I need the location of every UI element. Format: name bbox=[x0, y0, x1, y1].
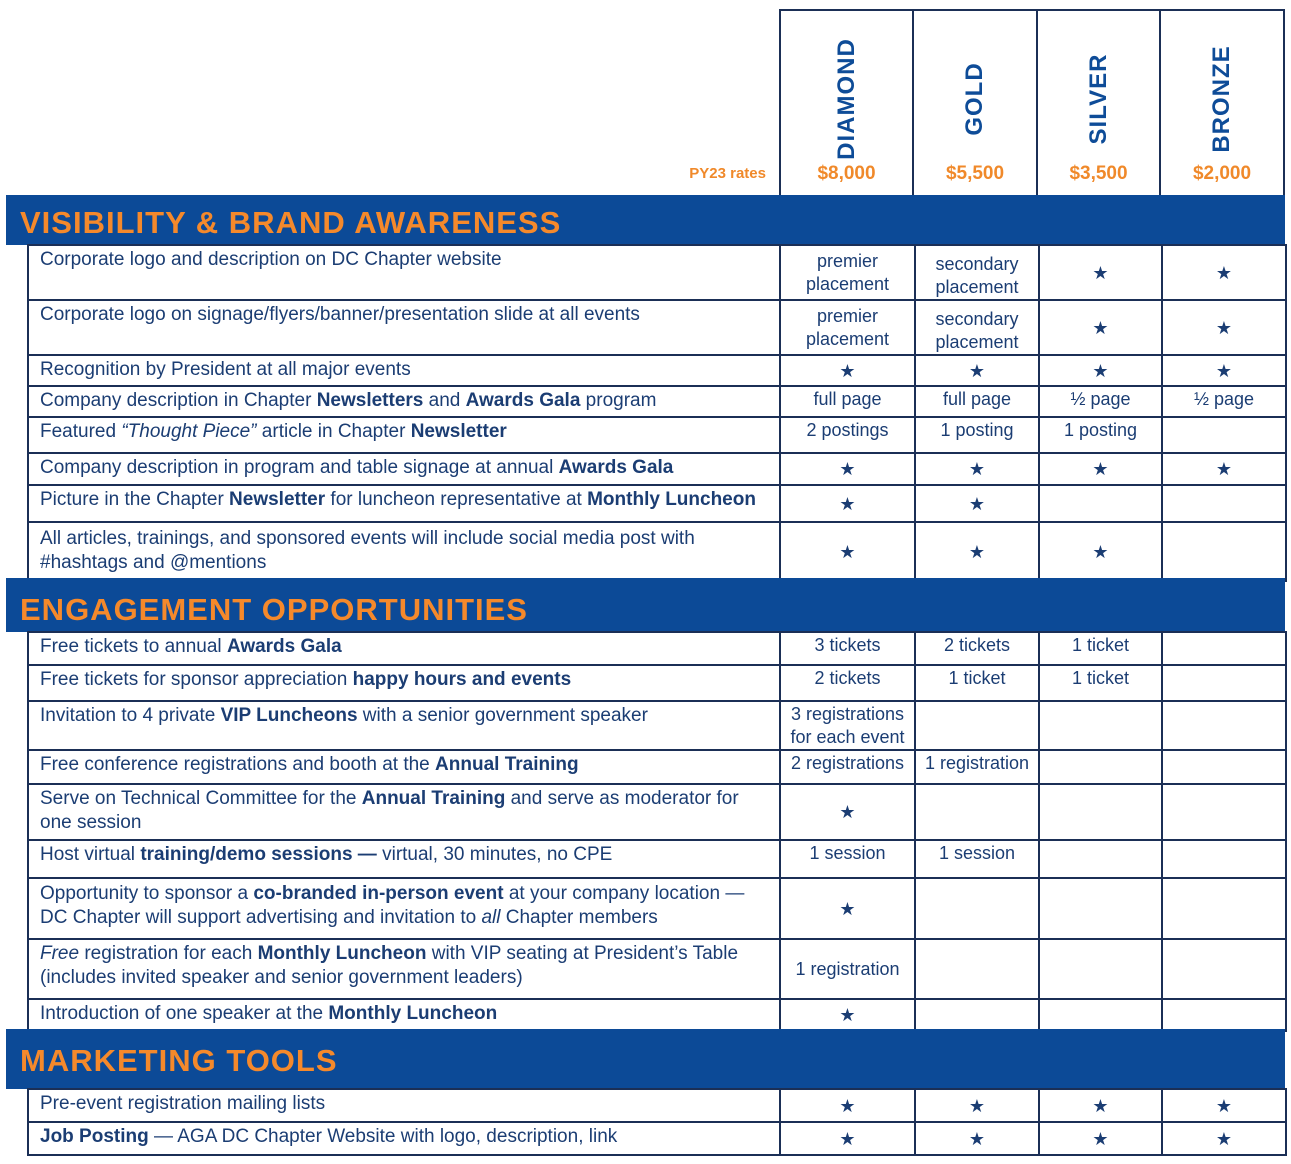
star-icon: ★ bbox=[1039, 453, 1162, 485]
feature-cell: Introduction of one speaker at the Monthly Luncheon bbox=[28, 999, 780, 1031]
value-cell: 1 posting bbox=[915, 417, 1039, 453]
value-cell: ½ page bbox=[1162, 386, 1286, 417]
tier-name-bronze: BRONZE bbox=[1208, 45, 1235, 153]
table-row bbox=[28, 417, 1286, 453]
table-row bbox=[28, 878, 1286, 939]
py23-rates-label: PY23 rates bbox=[689, 165, 766, 182]
engagement-table bbox=[27, 631, 1287, 1032]
value-cell bbox=[1039, 999, 1162, 1031]
value-cell: full page bbox=[780, 386, 915, 417]
tier-name-diamond: DIAMOND bbox=[832, 38, 860, 160]
section-title: VISIBILITY & BRAND AWARENESS bbox=[20, 205, 562, 240]
value-cell bbox=[1039, 840, 1162, 878]
tier-header-gold bbox=[914, 9, 1038, 195]
value-cell bbox=[1039, 878, 1162, 939]
tier-header-diamond bbox=[779, 9, 914, 195]
value-cell: premier placement bbox=[780, 300, 915, 355]
feature-cell: Invitation to 4 private VIP Luncheons with a senior government speaker bbox=[28, 701, 780, 750]
value-cell: 1 session bbox=[780, 840, 915, 878]
feature-cell: Company description in program and table signage at annual Awards Gala bbox=[28, 453, 780, 485]
section-title: MARKETING TOOLS bbox=[20, 1043, 338, 1078]
value-cell: 2 tickets bbox=[780, 665, 915, 701]
value-cell: 1 session bbox=[915, 840, 1039, 878]
star-icon: ★ bbox=[915, 522, 1039, 581]
tier-rate-bronze: $2,000 bbox=[1192, 163, 1252, 184]
value-cell: 1 ticket bbox=[1039, 632, 1162, 665]
value-cell: secondary placement bbox=[915, 245, 1039, 300]
table-row bbox=[28, 784, 1286, 840]
star-icon: ★ bbox=[1162, 453, 1286, 485]
feature-cell: Free tickets to annual Awards Gala bbox=[28, 632, 780, 665]
table-row bbox=[28, 300, 1286, 355]
table-row bbox=[28, 1122, 1286, 1155]
star-icon: ★ bbox=[1162, 1089, 1286, 1122]
star-icon: ★ bbox=[780, 522, 915, 581]
feature-cell: Recognition by President at all major events bbox=[28, 355, 780, 386]
feature-cell: Serve on Technical Committee for the Annual Training and serve as moderator for one session bbox=[28, 784, 780, 840]
tier-header-bronze bbox=[1161, 9, 1285, 195]
table-row bbox=[28, 750, 1286, 784]
tier-name-silver: SILVER bbox=[1084, 53, 1112, 145]
star-icon: ★ bbox=[1039, 300, 1162, 355]
table-row bbox=[28, 245, 1286, 300]
star-icon: ★ bbox=[1162, 245, 1286, 300]
feature-cell: Corporate logo and description on DC Chapter website bbox=[28, 245, 780, 300]
table-row bbox=[28, 701, 1286, 750]
value-cell bbox=[1039, 784, 1162, 840]
value-cell bbox=[1162, 485, 1286, 522]
tier-rate-gold: $5,500 bbox=[945, 163, 1005, 184]
star-icon: ★ bbox=[1039, 245, 1162, 300]
star-icon: ★ bbox=[780, 878, 915, 939]
feature-cell: Host virtual training/demo sessions — virtual, 30 minutes, no CPE bbox=[28, 840, 780, 878]
section-header-visibility bbox=[6, 195, 1285, 245]
value-cell bbox=[915, 999, 1039, 1031]
star-icon: ★ bbox=[1039, 522, 1162, 581]
feature-cell: Opportunity to sponsor a co-branded in-person event at your company location — DC Chapter will support advertising and invitation to all Chapter members bbox=[28, 878, 780, 939]
tier-header-silver bbox=[1038, 9, 1161, 195]
tier-rate-diamond: $8,000 bbox=[817, 163, 876, 184]
value-cell: secondary placement bbox=[915, 300, 1039, 355]
star-icon: ★ bbox=[780, 1122, 915, 1155]
value-cell: 2 postings bbox=[780, 417, 915, 453]
table-row bbox=[28, 386, 1286, 417]
value-cell bbox=[1039, 701, 1162, 750]
star-icon: ★ bbox=[1039, 1089, 1162, 1122]
section-header-engagement bbox=[6, 578, 1285, 632]
star-icon: ★ bbox=[780, 355, 915, 386]
value-cell bbox=[1162, 939, 1286, 999]
table-row bbox=[28, 665, 1286, 701]
value-cell: ½ page bbox=[1039, 386, 1162, 417]
table-row bbox=[28, 1089, 1286, 1122]
star-icon: ★ bbox=[915, 485, 1039, 522]
value-cell bbox=[1162, 522, 1286, 581]
value-cell bbox=[1162, 665, 1286, 701]
tier-rate-silver: $3,500 bbox=[1069, 163, 1128, 184]
section-header-marketing bbox=[6, 1029, 1285, 1089]
star-icon: ★ bbox=[1039, 1122, 1162, 1155]
feature-cell: Job Posting — AGA DC Chapter Website with logo, description, link bbox=[28, 1122, 780, 1155]
tier-name-gold: GOLD bbox=[961, 62, 988, 136]
value-cell: 2 registrations bbox=[780, 750, 915, 784]
feature-cell: Picture in the Chapter Newsletter for luncheon representative at Monthly Luncheon bbox=[28, 485, 780, 522]
value-cell: 3 tickets bbox=[780, 632, 915, 665]
star-icon: ★ bbox=[1162, 300, 1286, 355]
star-icon: ★ bbox=[780, 1089, 915, 1122]
value-cell: full page bbox=[915, 386, 1039, 417]
value-cell bbox=[1039, 750, 1162, 784]
star-icon: ★ bbox=[1162, 1122, 1286, 1155]
value-cell bbox=[915, 939, 1039, 999]
table-row bbox=[28, 632, 1286, 665]
value-cell bbox=[1162, 632, 1286, 665]
value-cell bbox=[1162, 878, 1286, 939]
feature-cell: All articles, trainings, and sponsored events will include social media post with #hashtags and @mentions bbox=[28, 522, 780, 581]
value-cell: 2 tickets bbox=[915, 632, 1039, 665]
value-cell bbox=[1162, 840, 1286, 878]
star-icon: ★ bbox=[1039, 355, 1162, 386]
feature-cell: Free registration for each Monthly Luncheon with VIP seating at President’s Table (includes invited speaker and senior government leaders) bbox=[28, 939, 780, 999]
value-cell: 3 registrations for each event bbox=[780, 701, 915, 750]
feature-cell: Pre-event registration mailing lists bbox=[28, 1089, 780, 1122]
star-icon: ★ bbox=[915, 453, 1039, 485]
star-icon: ★ bbox=[915, 1089, 1039, 1122]
visibility-table bbox=[27, 244, 1287, 582]
value-cell bbox=[915, 701, 1039, 750]
value-cell bbox=[915, 878, 1039, 939]
star-icon: ★ bbox=[1162, 355, 1286, 386]
table-row bbox=[28, 485, 1286, 522]
value-cell bbox=[915, 784, 1039, 840]
feature-cell: Free tickets for sponsor appreciation happy hours and events bbox=[28, 665, 780, 701]
value-cell: 1 registration bbox=[780, 939, 915, 999]
star-icon: ★ bbox=[915, 1122, 1039, 1155]
star-icon: ★ bbox=[915, 355, 1039, 386]
value-cell bbox=[1162, 701, 1286, 750]
value-cell: 1 ticket bbox=[1039, 665, 1162, 701]
value-cell: premier placement bbox=[780, 245, 915, 300]
marketing-table bbox=[27, 1088, 1287, 1156]
value-cell bbox=[1162, 784, 1286, 840]
value-cell: 1 registration bbox=[915, 750, 1039, 784]
table-row bbox=[28, 522, 1286, 581]
value-cell: 1 posting bbox=[1039, 417, 1162, 453]
section-title: ENGAGEMENT OPPORTUNITIES bbox=[20, 592, 528, 627]
feature-cell: Company description in Chapter Newsletters and Awards Gala program bbox=[28, 386, 780, 417]
table-row bbox=[28, 939, 1286, 999]
value-cell bbox=[1039, 485, 1162, 522]
value-cell bbox=[1162, 999, 1286, 1031]
value-cell bbox=[1039, 939, 1162, 999]
value-cell: 1 ticket bbox=[915, 665, 1039, 701]
table-row bbox=[28, 840, 1286, 878]
star-icon: ★ bbox=[780, 999, 915, 1031]
star-icon: ★ bbox=[780, 485, 915, 522]
feature-cell: Free conference registrations and booth at the Annual Training bbox=[28, 750, 780, 784]
star-icon: ★ bbox=[780, 453, 915, 485]
feature-cell: Featured “Thought Piece” article in Chapter Newsletter bbox=[28, 417, 780, 453]
star-icon: ★ bbox=[780, 784, 915, 840]
feature-cell: Corporate logo on signage/flyers/banner/presentation slide at all events bbox=[28, 300, 780, 355]
table-row bbox=[28, 453, 1286, 485]
table-row bbox=[28, 355, 1286, 386]
value-cell bbox=[1162, 750, 1286, 784]
table-row bbox=[28, 999, 1286, 1031]
value-cell bbox=[1162, 417, 1286, 453]
